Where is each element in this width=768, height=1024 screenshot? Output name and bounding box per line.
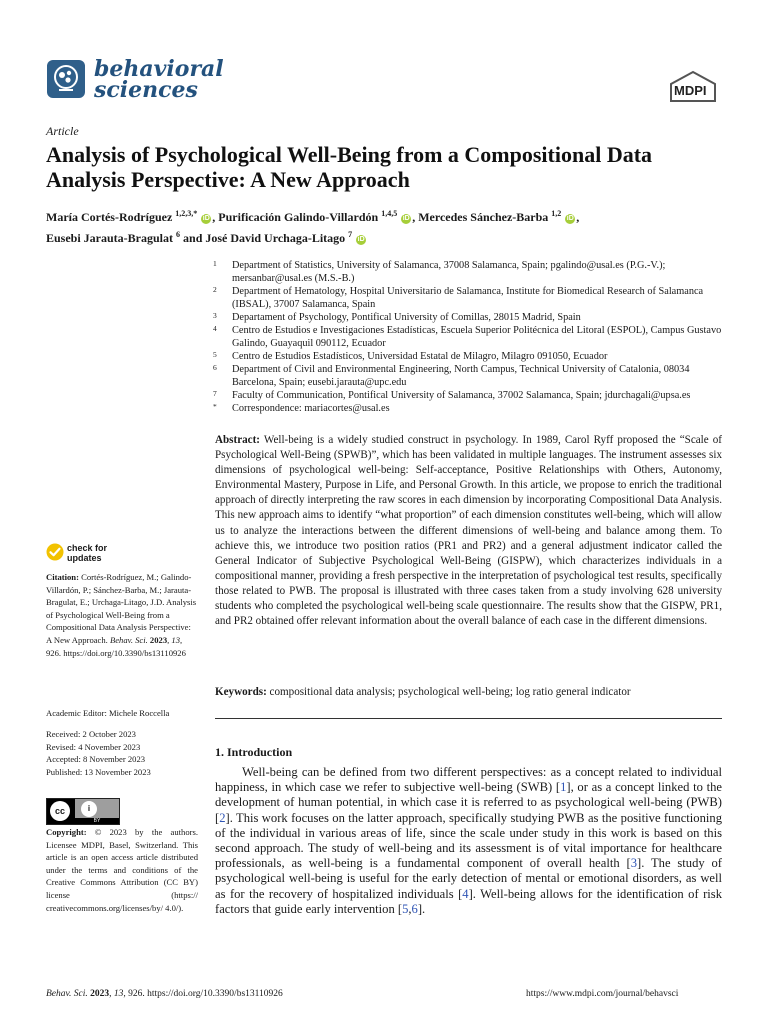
footer-year: 2023: [90, 989, 110, 999]
intro-text: ,: [408, 901, 412, 916]
attribution-icon: i: [81, 801, 97, 817]
correspondence-item: [213, 402, 728, 415]
citation-year: 2023: [149, 634, 168, 645]
mdpi-logo[interactable]: [668, 70, 718, 109]
footer-journal: Behav. Sci.: [46, 989, 88, 999]
author-affiliation-mark: 1,4,5: [381, 209, 398, 218]
affiliation-number: 6: [213, 363, 217, 372]
intro-text: ], or as a concept linked to the development of human potential, in which case it is referred to as psychological well-being (PWB) [: [215, 780, 722, 825]
affiliation-text: Faculty of Communication, Pontifical University of Salamanca, 37002 Salamanca, Spain; jdurchagali@upsa.es: [232, 390, 691, 401]
copyright-text: © 2023 by the authors. Licensee MDPI, Basel, Switzerland. This article is an open access article distributed under the terms and conditions of the Creative Commons Attribution (CC BY) license (https:// creativecommons.org/licenses/by/ 4.0/).: [46, 827, 198, 913]
article-type: Article: [46, 124, 79, 138]
affiliation-item: [213, 363, 728, 389]
citation-volume: 13: [171, 634, 180, 645]
check-for-updates-line1: check for: [67, 543, 108, 553]
affiliations: [213, 259, 728, 415]
author-affiliation-mark: 6: [176, 230, 181, 239]
mdpi-logo-text: MDPI: [674, 83, 707, 98]
date-received: Received: 2 October 2023: [46, 729, 136, 739]
keywords-text: compositional data analysis; psychological well-being; log ratio general indicator: [269, 686, 631, 698]
date-published: Published: 13 November 2023: [46, 766, 151, 777]
abstract-label: Abstract:: [215, 434, 260, 446]
affiliation-number: 1: [213, 259, 217, 268]
affiliation-text: Centro de Estudios Estadísticos, Universidad Estatal de Milagro, Milagro 091050, Ecuador: [232, 351, 608, 362]
orcid-icon[interactable]: iD: [566, 215, 574, 222]
author-affiliation-mark: 1,2,3,*: [175, 209, 198, 218]
citation-link[interactable]: 4: [462, 886, 469, 901]
citation-journal: Behav. Sci.: [109, 634, 148, 645]
introduction-paragraph: [215, 765, 722, 917]
academic-editor: Academic Editor: Michele Roccella: [46, 708, 170, 718]
introduction-body: [215, 765, 722, 917]
affiliation-number: 4: [213, 324, 217, 333]
keywords-label: Keywords:: [215, 686, 267, 698]
affiliation-number: 7: [213, 389, 217, 398]
publication-dates: [46, 728, 198, 778]
cc-icon-panel: [47, 799, 75, 824]
author-name[interactable]: María Cortés-Rodríguez: [46, 210, 173, 224]
intro-text: Well-being can be defined from two different perspectives: as a concept related to individual happiness, in which case we refer to subjective well-being (SWB) [: [215, 765, 722, 795]
author-name[interactable]: Purificación Galindo-Villardón: [218, 210, 379, 224]
affiliation-item: [213, 311, 728, 324]
check-for-updates-line2: updates: [67, 553, 102, 563]
intro-text: ]. Well-being allows for the identification of risk factors that guide early intervention [: [215, 886, 722, 916]
author-affiliation-mark: 1,2: [551, 209, 562, 218]
affiliation-item: [213, 350, 728, 363]
author-affiliation-mark: 7: [348, 230, 353, 239]
footer-citation: Behav. Sci. 2023, 13, 926. https://doi.org/10.3390/bs13110926: [46, 989, 283, 999]
citation-link[interactable]: 5: [402, 901, 409, 916]
copyright-block: [46, 826, 198, 914]
intro-text: ]. The study of psychological well-being is useful for the early detection of mental or emotional disorders, as well as for the recovery of hospitalized individuals [: [215, 856, 723, 901]
affiliation-item: [213, 285, 728, 311]
article-title: Analysis of Psychological Well-Being from a Compositional Data Analysis Perspective: A New Approach: [46, 142, 653, 192]
intro-text: ]. This work focuses on the latter approach, specifically studying PWB as the positive functioning of the individual in various areas of life, since the scale under study in this work is based on this second approach. The study of well-being and its assessment is of vital importance for healthcare professionals, as well-being is a fundamental component of overall health [: [215, 810, 722, 871]
section-divider: [215, 718, 722, 719]
cc-by-license-badge[interactable]: [46, 798, 120, 825]
copyright-label: Copyright:: [46, 827, 87, 837]
footer-journal-url[interactable]: https://www.mdpi.com/journal/behavsci: [526, 989, 679, 999]
abstract: [215, 433, 722, 629]
orcid-icon[interactable]: iD: [202, 215, 210, 222]
journal-name[interactable]: [94, 56, 224, 103]
orcid-icon[interactable]: iD: [357, 236, 365, 243]
affiliation-number: *: [213, 402, 217, 411]
affiliation-text: Department of Hematology, Hospital Universitario de Salamanca, Institute for Biomedical Research of Salamanca (IBSAL), 37007 Salamanca, Spain: [232, 286, 704, 310]
affiliation-text: Departament of Psychology, Pontifical University of Comillas, 28015 Madrid, Spain: [232, 312, 581, 323]
date-accepted: Accepted: 8 November 2023: [46, 754, 146, 765]
affiliation-item: [213, 259, 728, 285]
citation-link[interactable]: 6: [411, 901, 418, 916]
citation-link[interactable]: 3: [630, 856, 637, 871]
affiliation-item: [213, 324, 728, 350]
date-revised: Revised: 4 November 2023: [46, 741, 141, 752]
journal-name-line2: sciences: [94, 77, 198, 103]
keywords: [215, 685, 722, 700]
affiliation-text: Centro de Estudios e Investigaciones Estadísticas, Escuela Superior Politécnica del Litoral (ESPOL), Campus Gustavo Galindo, Guayaquil 090112, Ecuador: [232, 325, 722, 349]
cc-icon: cc: [50, 801, 70, 821]
author-name[interactable]: Eusebi Jarauta-Bragulat: [46, 231, 174, 245]
affiliation-item: [213, 389, 728, 402]
orcid-icon[interactable]: iD: [402, 215, 410, 222]
citation-link[interactable]: 1: [560, 780, 567, 795]
affiliation-text: Department of Statistics, University of Salamanca, 37008 Salamanca, Spain; pgalindo@usal.es (P.G.-V.); mersanbar@usal.es (M.S.-B.): [232, 260, 666, 284]
author-name[interactable]: José David Urchaga-Litago: [205, 231, 346, 245]
author-list: María Cortés-Rodríguez $^{1,2,3,*}$ iD , Purificación Galindo-Villardón $^{1,4,5}$ iD , Mercedes Sánchez-Barba $^{1,2}$ iD , Eusebi Jarauta-Bragulat $^6$ and José David Urchaga-Litago $^7$ iD: [46, 209, 580, 245]
cc-by-label: BY: [75, 818, 119, 824]
section-heading: 1. Introduction: [215, 745, 293, 759]
journal-logo-icon: [47, 60, 85, 98]
check-for-updates-label[interactable]: [67, 543, 107, 563]
intro-text: ].: [417, 901, 426, 916]
footer-doi[interactable]: , 926. https://doi.org/10.3390/bs13110926: [123, 989, 283, 999]
citation-link[interactable]: 2: [219, 810, 226, 825]
check-for-updates-icon[interactable]: [46, 543, 64, 566]
affiliation-number: 3: [213, 311, 217, 320]
affiliation-number: 5: [213, 350, 217, 359]
abstract-text: Well-being is a widely studied construct in psychology. In 1989, Carol Ryff proposed the “Scale of Psychological Well-Being (SPWB)”, which has been validated in multiple languages. The instrument assesses six dimensions of psychological well-being: Self-acceptance, Positive Relationships with Others, Autonomy, Environmental Mastery, Purpose in Life, and Personal Growth. In this article, we propose to enrich the traditional approach of directly interpreting the raw scores in each dimension by incorporating Compositional Data Analysis. This new approach aims to identify “what proportion” of each dimension constitutes well-being, which will allow us to analyze the interactions between the different dimensions of well-being and balance among them. To achieve this, we introduce two position ratios (PR1 and PR2) and a general adjustment indicator called the General Indicator of Subjective Psychological Well-Being (GISPW), which characterizes individuals in a compositional manner, providing a fresh perspective in the interpretation of psychological test results, specifically those related to PWB. The proposal is illustrated with three cases taken from a study involving 628 university students who completed the psychological well-being scale questionnaire. The results show that the GISPW, PR1, and PR2 obtained offer relevant information about the overall balance of each case in the different dimensions.: [215, 434, 722, 628]
affiliation-text: Correspondence: mariacortes@usal.es: [232, 403, 390, 414]
affiliation-text: Department of Civil and Environmental Engineering, North Campus, Technical University of Catalonia, 08034 Barcelona, Spain; eusebi.jarauta@upc.edu: [232, 364, 690, 388]
citation-label: Citation:: [46, 572, 79, 582]
author-name[interactable]: Mercedes Sánchez-Barba: [418, 210, 549, 224]
journal-name-line1: behavioral: [94, 56, 224, 82]
affiliation-number: 2: [213, 285, 217, 294]
citation-text: Cortés-Rodríguez, M.; Galindo-Villardón, P.; Sánchez-Barba, M.; Jarauta-Bragulat, E.; Urchaga-Litago, J.D. Analysis of Psychological Well-Being from a Compositional Data Analysis Perspective: A New Approach.: [46, 572, 197, 645]
footer-volume: 13: [113, 989, 124, 999]
citation-block: Citation: Cortés-Rodríguez, M.; Galindo-Villardón, P.; Sánchez-Barba, M.; Jarauta-Bragulat, E.; Urchaga-Litago, J.D. Analysis of Psychological Well-Being from a Compositional Data Analysis Perspective: A New Approach. Behav. Sci. 2023, 13, 926. https://doi.org/10.3390/bs13110926: [46, 572, 197, 658]
citation-doi[interactable]: , 926. https://doi.org/10.3390/bs13110926: [46, 634, 186, 658]
